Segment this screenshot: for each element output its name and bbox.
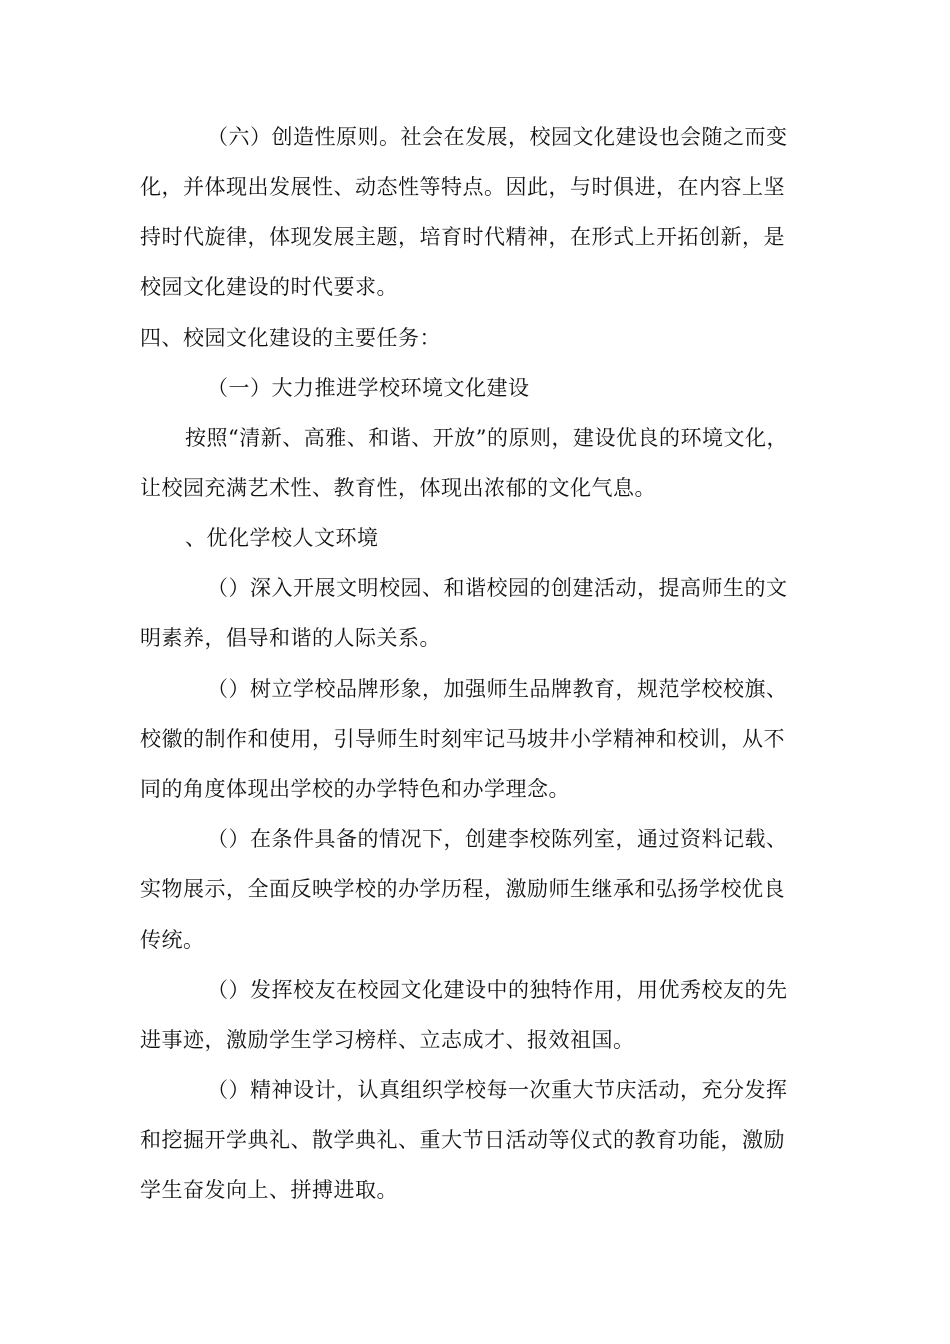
text-line-16: 实物展示，全面反映学校的办学历程，激励师生继承和弘扬学校优良 <box>140 877 785 901</box>
text-line-7: 按照“清新、高雅、和谐、开放”的原则，建设优良的环境文化， <box>185 426 788 450</box>
text-line-4: 校园文化建设的时代要求。 <box>140 275 398 299</box>
text-line-14: 同的角度体现出学校的办学特色和办学理念。 <box>140 777 570 801</box>
subsection-heading: （一）大力推进学校环境文化建设 <box>207 376 530 400</box>
item-heading: 、优化学校人文环境 <box>185 526 379 550</box>
text-line-3: 持时代旋律，体现发展主题，培育时代精神，在形式上开拓创新，是 <box>140 225 785 249</box>
text-line-11: 明素养，倡导和谐的人际关系。 <box>140 626 441 650</box>
text-line-15: （）在条件具备的情况下，创建李校陈列室，通过资料记载、 <box>207 827 788 851</box>
text-line-1: （六）创造性原则。社会在发展，校园文化建设也会随之而变 <box>207 125 788 149</box>
text-line-13: 校徽的制作和使用，引导师生时刻牢记马坡井小学精神和校训，从不 <box>140 727 785 751</box>
text-line-20: （）精神设计，认真组织学校每一次重大节庆活动，充分发挥 <box>207 1078 788 1102</box>
text-line-18: （）发挥校友在校园文化建设中的独特作用，用优秀校友的先 <box>207 978 788 1002</box>
text-line-17: 传统。 <box>140 928 205 952</box>
text-line-22: 学生奋发向上、拼搏进取。 <box>140 1178 398 1202</box>
section-heading: 四、校园文化建设的主要任务： <box>140 326 441 350</box>
text-line-12: （）树立学校品牌形象，加强师生品牌教育，规范学校校旗、 <box>207 677 788 701</box>
text-line-19: 进事迹，激励学生学习榜样、立志成才、报效祖国。 <box>140 1028 635 1052</box>
text-line-21: 和挖掘开学典礼、散学典礼、重大节日活动等仪式的教育功能，激励 <box>140 1128 785 1152</box>
text-line-10: （）深入开展文明校园、和谐校园的创建活动，提高师生的文 <box>207 576 788 600</box>
text-line-2: 化，并体现出发展性、动态性等特点。因此，与时俱进，在内容上坚 <box>140 175 785 199</box>
text-line-8: 让校园充满艺术性、教育性，体现出浓郁的文化气息。 <box>140 476 656 500</box>
